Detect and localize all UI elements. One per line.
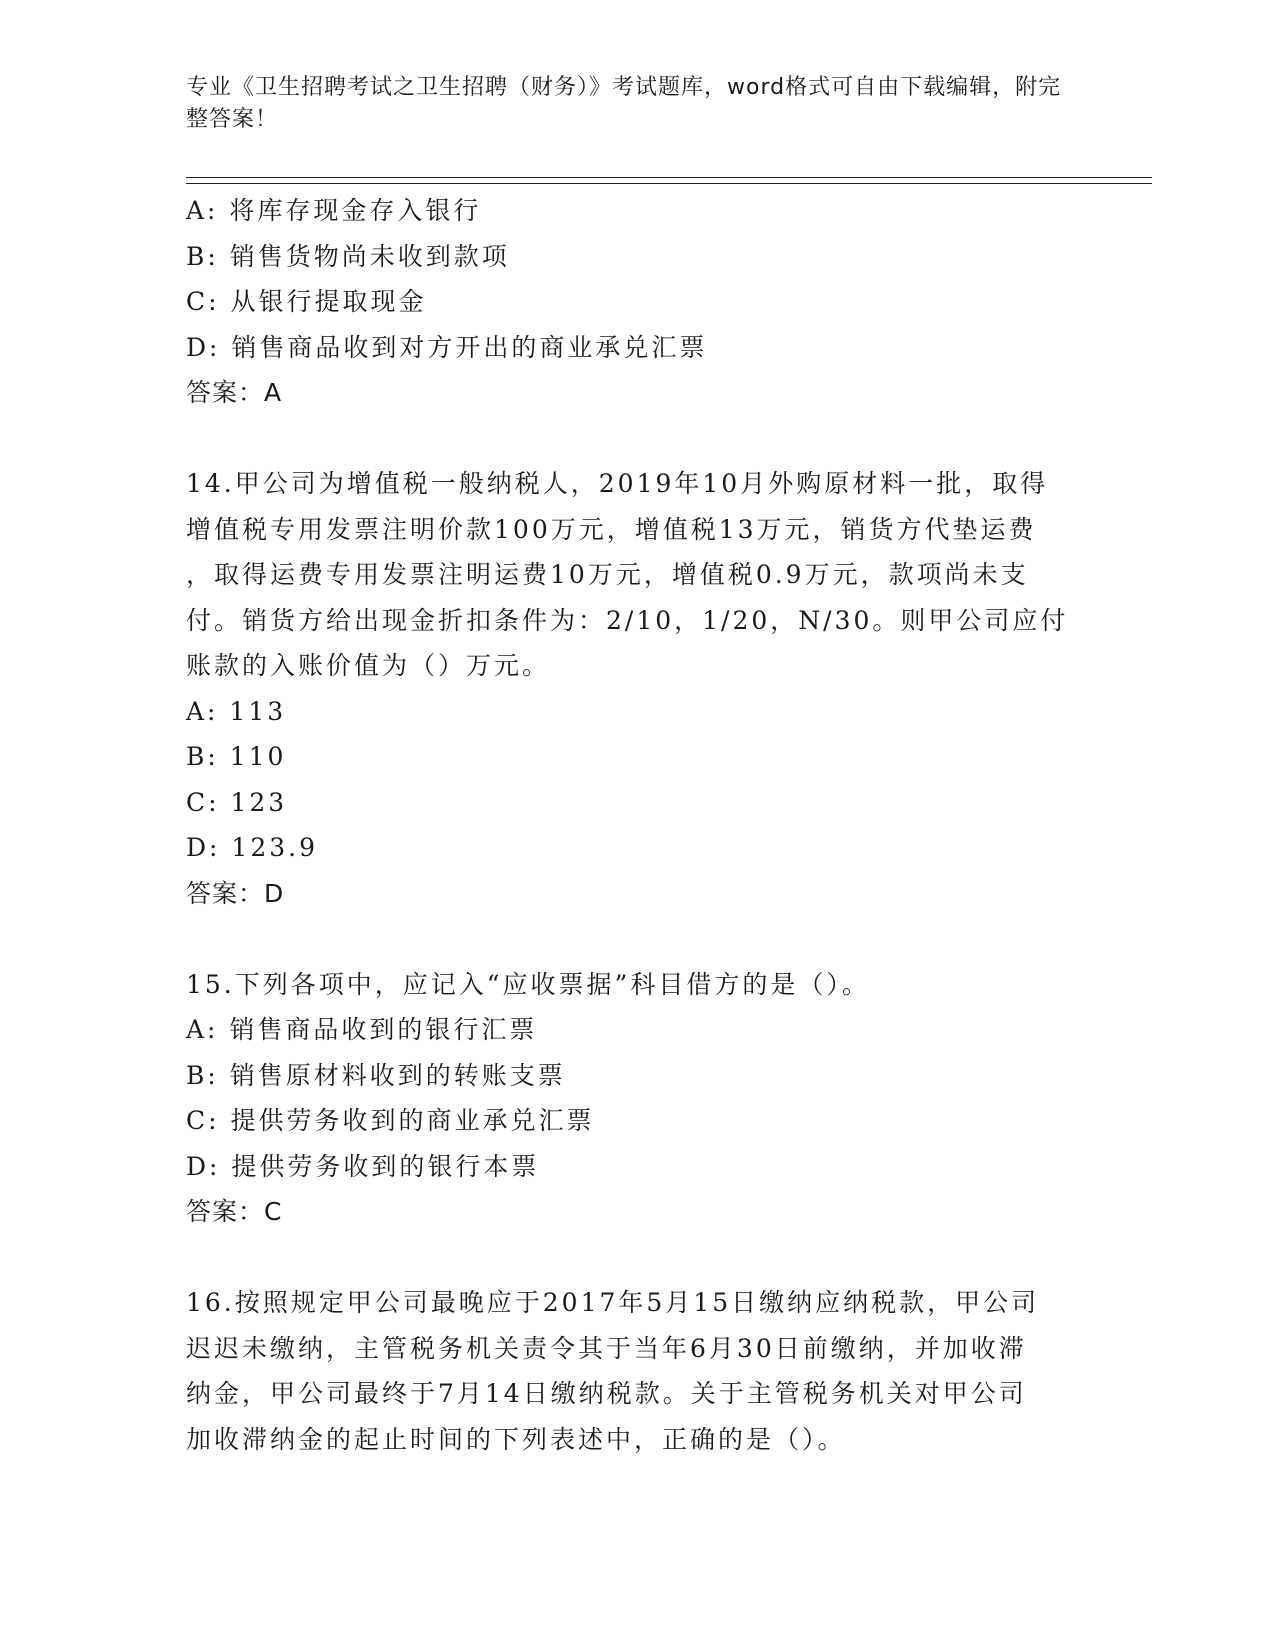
question-16	[186, 1280, 1086, 1462]
option-b: B: 销售原材料收到的转账支票	[186, 1060, 566, 1090]
option-a: A: 113	[186, 696, 287, 726]
question-15	[186, 962, 1086, 1235]
option-d: D: 销售商品收到对方开出的商业承兑汇票	[186, 332, 708, 362]
option-a: A: 将库存现金存入银行	[186, 196, 482, 225]
question-stem-line: 加收滞纳金的起止时间的下列表述中，正确的是（）。	[186, 1424, 846, 1454]
header-rule-bottom	[186, 183, 1152, 184]
answer: 答案：D	[186, 878, 285, 908]
option-d: D: 提供劳务收到的银行本票	[186, 1151, 540, 1181]
question-stem-line: 账款的入账价值为（）万元。	[186, 651, 551, 680]
header-rule-top	[186, 177, 1152, 178]
spacer	[186, 916, 1086, 962]
option-a: A: 销售商品收到的银行汇票	[186, 1015, 538, 1044]
question-stem-line: 16.按照规定甲公司最晚应于2017年5月15日缴纳应纳税款，甲公司	[186, 1288, 1040, 1317]
spacer	[186, 416, 1086, 462]
question-14	[186, 461, 1086, 916]
spacer	[186, 1235, 1086, 1281]
option-c: C: 123	[186, 787, 288, 817]
option-b: B: 销售货物尚未收到款项	[186, 241, 510, 271]
question-stem-line: 增值税专用发票注明价款100万元，增值税13万元，销货方代垫运费	[186, 514, 1037, 544]
option-d: D: 123.9	[186, 833, 318, 862]
question-stem-line: 15.下列各项中，应记入“应收票据”科目借方的是（）。	[186, 969, 870, 999]
question-content	[186, 188, 1086, 1462]
question-stem-line: ，取得运费专用发票注明运费10万元，增值税0.9万元，款项尚未支	[186, 560, 1029, 589]
document-header: 专业《卫生招聘考试之卫生招聘（财务）》考试题库，word格式可自由下载编辑，附完整答案！	[186, 75, 1062, 132]
question-13	[186, 188, 1086, 416]
option-c: C: 从银行提取现金	[186, 287, 427, 316]
answer: 答案：A	[186, 378, 283, 407]
question-stem-line: 迟迟未缴纳，主管税务机关责令其于当年6月30日前缴纳，并加收滞	[186, 1333, 1027, 1363]
option-b: B: 110	[186, 742, 287, 771]
answer: 答案：C	[186, 1197, 283, 1226]
option-c: C: 提供劳务收到的商业承兑汇票	[186, 1106, 595, 1135]
question-stem-line: 付。销货方给出现金折扣条件为：2/10，1/20，N/30。则甲公司应付	[186, 605, 1069, 635]
question-stem-line: 14.甲公司为增值税一般纳税人，2019年10月外购原材料一批，取得	[186, 469, 1049, 498]
question-stem-line: 纳金，甲公司最终于7月14日缴纳税款。关于主管税务机关对甲公司	[186, 1379, 1027, 1408]
